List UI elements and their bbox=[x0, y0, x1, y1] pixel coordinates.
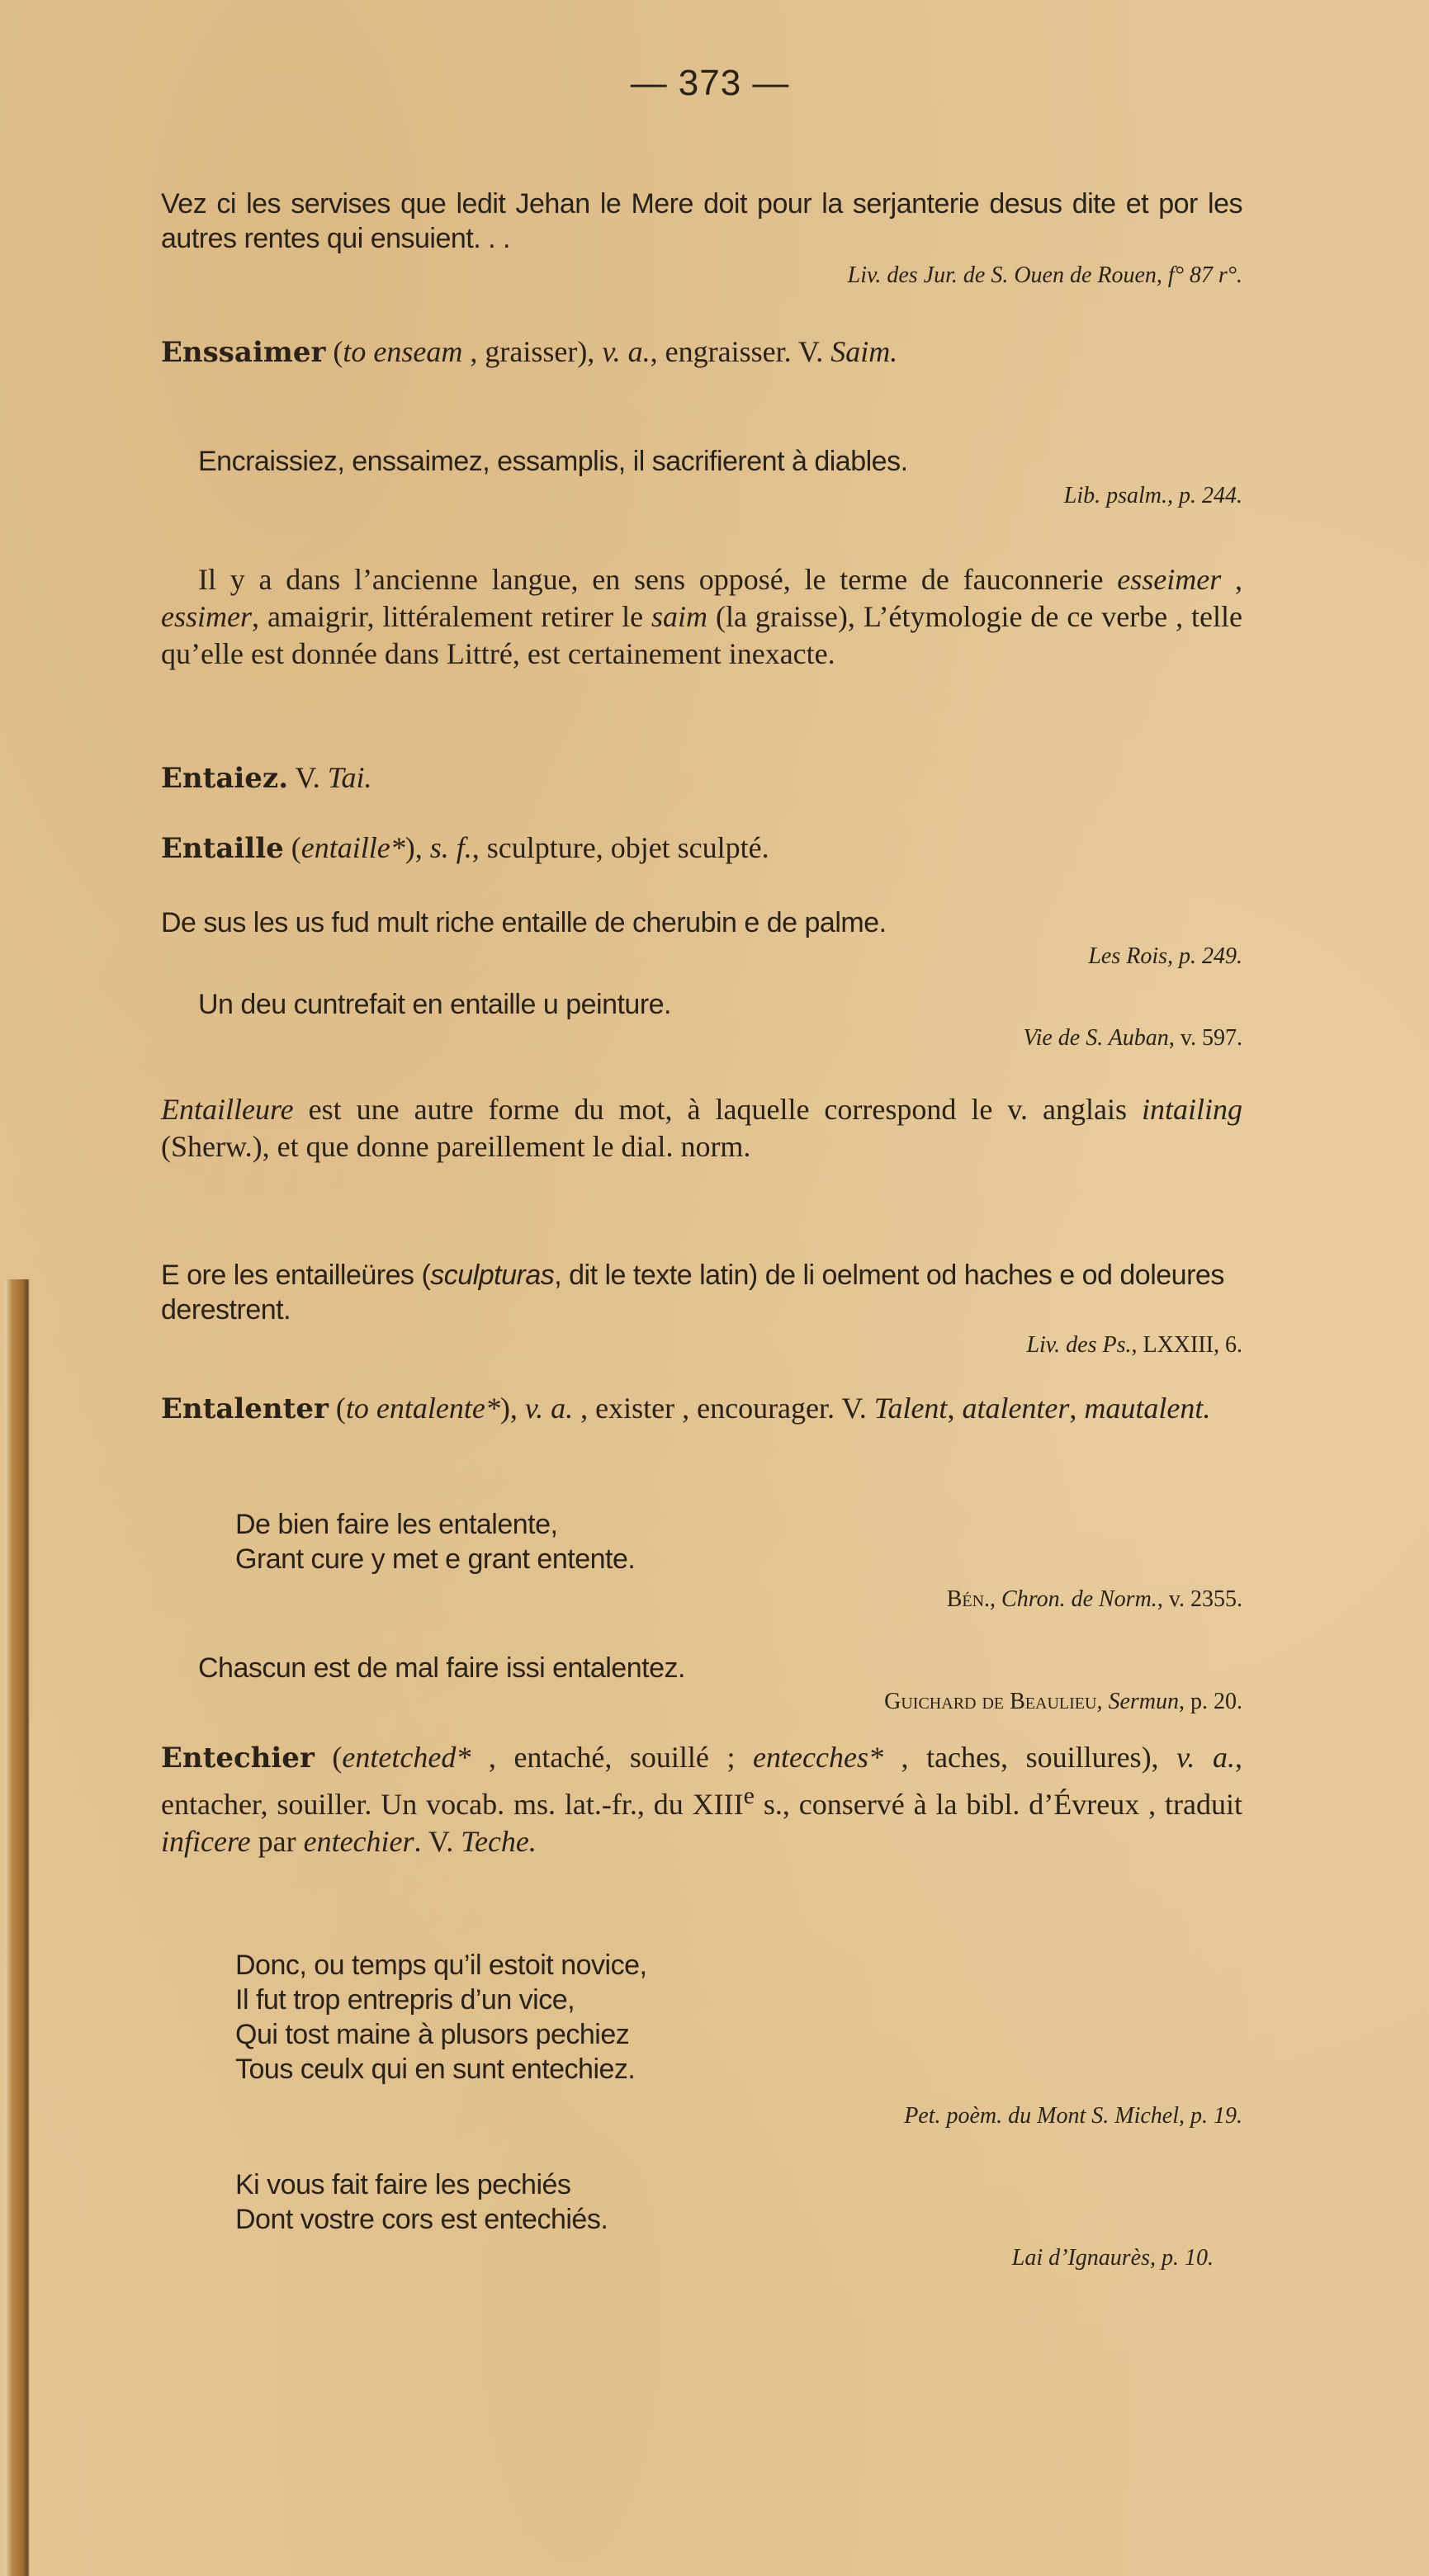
quote-text: E ore les entailleüres ( bbox=[161, 1260, 431, 1291]
source-enssaimer: Lib. psalm., p. 244. bbox=[1063, 483, 1242, 508]
headword: Entaille bbox=[161, 832, 284, 865]
note-term: essimer bbox=[161, 600, 252, 633]
verse-entechier-2 bbox=[161, 2167, 1317, 2237]
see-also: Talent bbox=[873, 1392, 948, 1425]
source-ref: , LXXIII, 6. bbox=[1131, 1332, 1242, 1358]
superscript: e bbox=[743, 1782, 755, 1809]
note-entaille bbox=[161, 1091, 1242, 1165]
source-title: Sermun bbox=[1108, 1689, 1179, 1714]
definition: , exister , encourager. V. bbox=[573, 1392, 874, 1425]
definition: par bbox=[250, 1825, 304, 1858]
source-entaille-2 bbox=[1024, 1025, 1242, 1052]
source-author: Guichard de Beaulieu bbox=[884, 1689, 1097, 1714]
intro-quote bbox=[161, 187, 1242, 256]
source-author: Bén. bbox=[946, 1586, 991, 1612]
source-entaille-1: Les Rois, p. 249. bbox=[1088, 943, 1242, 969]
term: entechier bbox=[303, 1825, 414, 1858]
see-also: Saim. bbox=[830, 335, 898, 368]
quote-text: , dit le texte latin) de li oelment od haches e od doleures derestrent. bbox=[161, 1260, 1224, 1326]
quote-enssaimer: Encraissiez, enssaimez, essamplis, il sacrifierent à diables. bbox=[198, 446, 908, 477]
verse-line: Donc, ou temps qu’il estoit novice, bbox=[235, 1950, 647, 1981]
etymology-open: ( bbox=[333, 335, 343, 368]
quote-entalenter-2: Chascun est de mal faire issi entalentez. bbox=[198, 1652, 685, 1684]
note-term: intailing bbox=[1141, 1093, 1242, 1126]
definition: . V. bbox=[414, 1825, 461, 1858]
definition: , engraisser. V. bbox=[650, 335, 831, 368]
headword: Entaiez. bbox=[161, 762, 289, 795]
verse-line: Ki vous fait faire les pechiés bbox=[235, 2169, 571, 2200]
verse-line: Dont vostre cors est entechiés. bbox=[235, 2204, 608, 2235]
etymology: to entalente* bbox=[345, 1392, 500, 1425]
see-also: atalenter bbox=[962, 1392, 1070, 1425]
see-also: Tai. bbox=[327, 761, 372, 794]
headword: Enssaimer bbox=[161, 336, 326, 369]
etymology-text: , taches, souillures), bbox=[882, 1741, 1177, 1774]
verse-line: Qui tost maine à plusors pechiez bbox=[235, 2019, 630, 2050]
headword: Entechier bbox=[161, 1742, 315, 1775]
definition: s., conservé à la bibl. d’Évreux , traduit bbox=[754, 1788, 1243, 1821]
part-of-speech: v. a. bbox=[1176, 1741, 1235, 1774]
entry-entaiez bbox=[161, 759, 1242, 797]
etymology: entetched* bbox=[342, 1741, 471, 1774]
etymology-rest: , graisser), bbox=[462, 335, 603, 368]
see-also: mautalent. bbox=[1084, 1392, 1211, 1425]
etymology-text: , entaché, souillé ; bbox=[471, 1741, 754, 1774]
entry-enssaimer bbox=[161, 333, 1242, 371]
source-entalenter-2: Guichard de Beaulieu, Sermun, p. 20. bbox=[884, 1689, 1242, 1714]
entry-entaille: Entaille (entaille*), s. f., sculpture, objet sculpté. bbox=[161, 831, 769, 865]
verse-entalenter bbox=[161, 1507, 1317, 1576]
source-ref: , v. 597. bbox=[1168, 1025, 1242, 1051]
see-prefix: V. bbox=[288, 761, 328, 794]
quote-term: sculpturas bbox=[430, 1260, 555, 1291]
verse-entechier-1 bbox=[161, 1948, 1317, 2087]
page-number: — 373 — bbox=[630, 63, 790, 103]
note-text: , bbox=[1221, 563, 1242, 596]
source-entaille-3 bbox=[1026, 1332, 1242, 1359]
quote-entaille-3 bbox=[161, 1258, 1242, 1327]
note-term: Entailleure bbox=[161, 1093, 294, 1126]
note-text: , amaigrir, littéralement retirer le bbox=[252, 600, 652, 633]
verse-line: Grant cure y met e grant entente. bbox=[235, 1543, 636, 1575]
quote-entaille-1: De sus les us fud mult riche entaille de cherubin e de palme. bbox=[161, 907, 887, 938]
definition: , entacher, souiller. Un vocab. ms. lat.-fr., du XIII bbox=[161, 1741, 1242, 1821]
verse-line: De bien faire les entalente, bbox=[235, 1509, 558, 1540]
source-entechier-2: Lai d’Ignaurès, p. 10. bbox=[1011, 2245, 1214, 2271]
source-entechier-1: Pet. poèm. du Mont S. Michel, p. 19. bbox=[904, 2103, 1242, 2129]
quote-entaille-2: Un deu cuntrefait en entaille u peinture. bbox=[198, 989, 672, 1020]
part-of-speech: s. f. bbox=[429, 831, 472, 864]
source-title: Liv. des Ps. bbox=[1026, 1332, 1132, 1358]
note-text: Il y a dans l’ancienne langue, en sens opposé, le terme de fauconnerie bbox=[198, 563, 1118, 596]
headword: Entalenter bbox=[161, 1392, 329, 1425]
note-text: (la graisse), L’étymologie de ce verbe , telle qu’elle est donnée dans Littré, est certainement inexacte. bbox=[161, 600, 1243, 670]
note-text: (Sherw.), et que donne pareillement le dial. norm. bbox=[161, 1130, 751, 1163]
part-of-speech: v. a. bbox=[602, 335, 651, 368]
note-term: esseimer bbox=[1117, 563, 1222, 596]
entry-entechier: Entechier (entetched* , entaché, souillé ; entecches* , taches, souillures), v. a., entacher, souiller. Un vocab. ms. lat.-fr., du XIIIe s., conservé à la bibl. d’Évreux , traduit inficere par entechier. V. Teche. bbox=[161, 1741, 1243, 1858]
part-of-speech: v. a. bbox=[524, 1392, 574, 1425]
intro-quote-text: Vez ci les servises que ledit Jehan le Mere doit pour la serjanterie desus dite et por les autres rentes qui ensuient. . . bbox=[161, 188, 1242, 254]
verse-line: Il fut trop entrepris d’un vice, bbox=[235, 1984, 575, 2016]
etymology: entaille* bbox=[300, 831, 405, 864]
note-enssaimer bbox=[161, 561, 1242, 673]
see-also: Teche. bbox=[461, 1825, 537, 1858]
book-spine-edge bbox=[5, 1279, 30, 2576]
intro-quote-source: Liv. des Jur. de S. Ouen de Rouen, f° 87 r°. bbox=[847, 262, 1242, 288]
entry-entalenter: Entalenter (to entalente*), v. a. , exister , encourager. V. Talent, atalenter, mautalent. bbox=[161, 1392, 1211, 1425]
etymology: to enseam bbox=[343, 335, 463, 368]
source-title: Chron. de Norm. bbox=[1001, 1586, 1157, 1612]
note-term: saim bbox=[651, 600, 708, 633]
source-entalenter-1: Bén., Chron. de Norm., v. 2355. bbox=[946, 1586, 1242, 1612]
definition: , sculpture, objet sculpté. bbox=[471, 831, 769, 864]
source-title: Vie de S. Auban bbox=[1023, 1025, 1169, 1051]
source-ref: , v. 2355. bbox=[1157, 1586, 1242, 1612]
etymology: entecches* bbox=[753, 1741, 883, 1774]
verse-line: Tous ceulx qui en sunt entechiez. bbox=[235, 2054, 636, 2085]
latin-term: inficere bbox=[161, 1825, 251, 1858]
source-ref: , p. 20. bbox=[1179, 1689, 1242, 1714]
note-text: est une autre forme du mot, à laquelle correspond le v. anglais bbox=[293, 1093, 1142, 1126]
